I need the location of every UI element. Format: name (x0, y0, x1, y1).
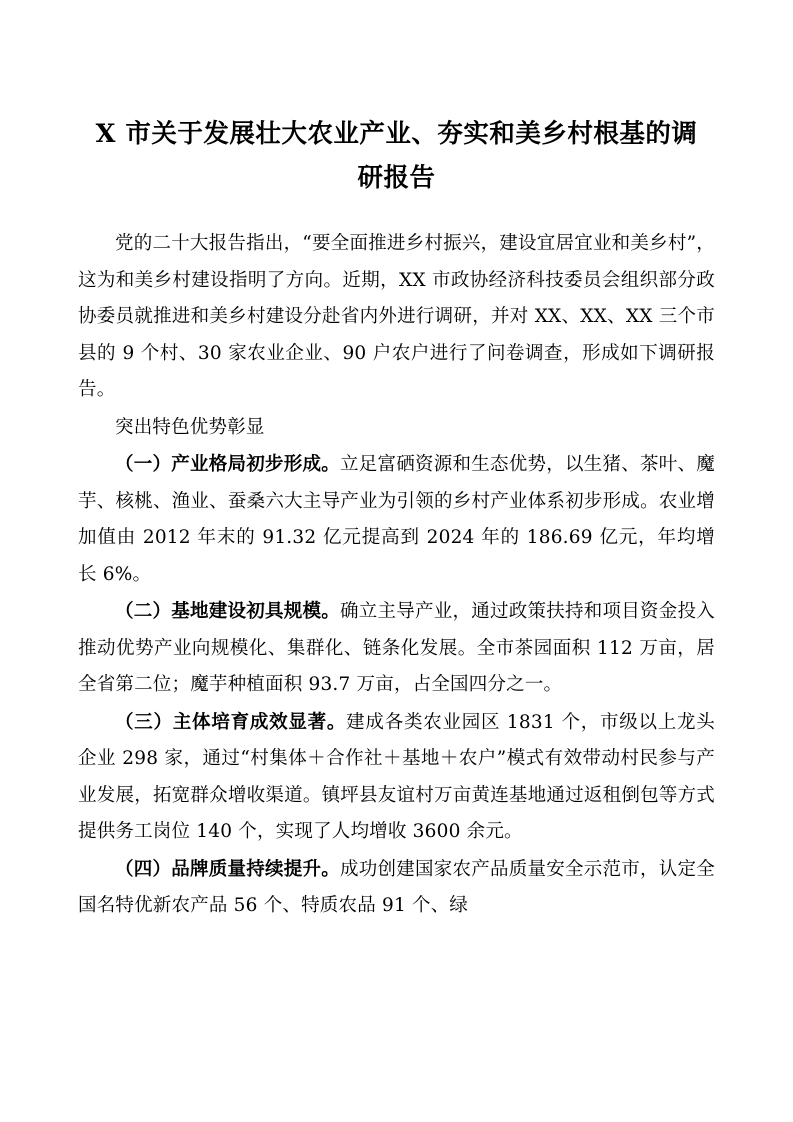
paragraph-lead: （二）基地建设初具规模。 (115, 601, 341, 622)
paragraph-lead: （四）品牌质量持续提升。 (115, 858, 341, 880)
paragraph-item-4 (78, 852, 715, 925)
paragraph-text: 建成各类农业园区 1831 个，市级以上龙头企业 298 家，通过“村集体＋合作社＋基地＋农户”模式有效带动村民参与产业发展，拓宽群众增收渠道。镇坪县友谊村万亩黄连基地通过返租倒包等方式提供务工岗位 140 个，实现了人均增收 3600 余元。 (78, 711, 715, 842)
paragraph-lead: （一）产业格局初步形成。 (115, 454, 341, 475)
paragraph-item-2 (78, 594, 715, 704)
paragraph-text: 立足富硒资源和生态优势，以生猪、茶叶、魔芋、核桃、渔业、蚕桑六大主导产业为引领的乡村产业体系初步形成。农业增加值由 2012 年末的 91.32 亿元提高到 2024 年的 186.69 亿元，年均增长 6%。 (78, 454, 715, 585)
paragraph-item-3 (78, 705, 715, 851)
paragraph-item-1 (78, 447, 715, 593)
section-heading (78, 410, 715, 447)
page-title: X 市关于发展壮大农业产业、夯实和美乡村根基的调研报告 (95, 119, 698, 193)
paragraph-text: 确立主导产业，通过政策扶持和项目资金投入推动优势产业向规模化、集群化、链条化发展。全市茶园面积 112 万亩，居全省第二位；魔芋种植面积 93.7 万亩，占全国四分之一。 (78, 601, 715, 695)
paragraph-text: 党的二十大报告指出，“要全面推进乡村振兴，建设宜居宜业和美乡村”，这为和美乡村建设指明了方向。近期，XX 市政协经济科技委员会组织部分政协委员就推进和美乡村建设分赴省内外进行调研，并对 XX、XX、XX 三个市县的 9 个村、30 家农业企业、90 户农户进行了问卷调查，形成如下调研报告。 (78, 233, 715, 400)
paragraph-lead: （三）主体培育成效显著。 (115, 711, 347, 733)
section-heading-text: 突出特色优势彰显 (115, 416, 265, 438)
paragraph-intro (78, 226, 715, 409)
paragraph-text: 成功创建国家农产品质量安全示范市，认定全国名特优新农产品 56 个、特质农品 91 个、绿 (78, 858, 715, 916)
